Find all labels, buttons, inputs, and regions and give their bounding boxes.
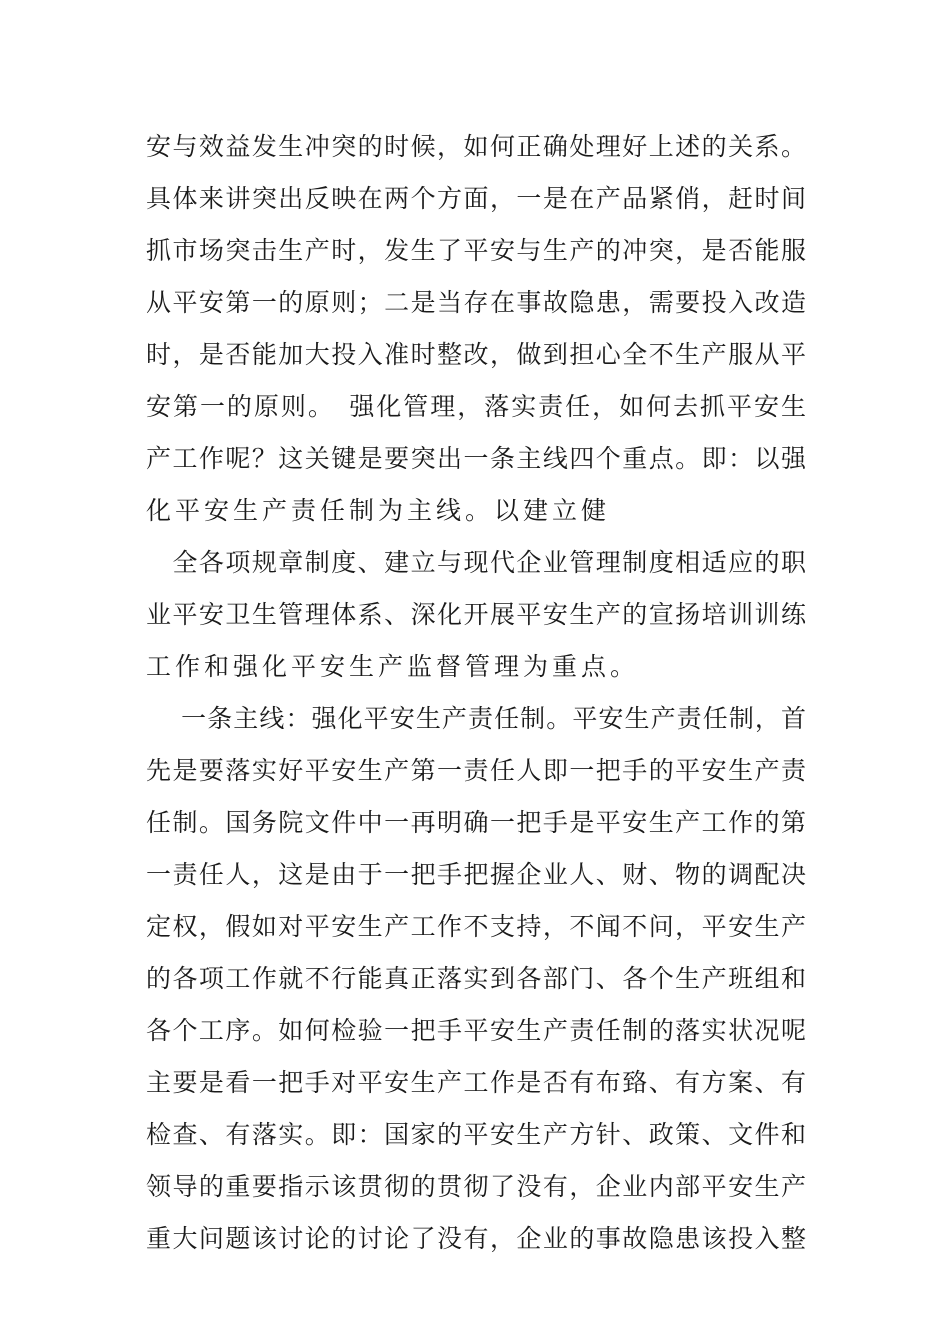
text-line: 化平安生产责任制为主线。以建立健 [146,496,611,525]
text-line: 一责任人，这是由于一把手把握企业人、财、物的调配决 [146,860,806,889]
text-line: 定权，假如对平安生产工作不支持，不闻不问，平安生产 [146,912,806,941]
text-line: 全各项规章制度、建立与现代企业管理制度相适应的职 [146,548,806,577]
text-line: 从平安第一的原则；二是当存在事故隐患，需要投入改造 [146,288,806,317]
text-line: 安与效益发生冲突的时候，如何正确处理好上述的关系。 [146,132,806,161]
text-line: 时，是否能加大投入准时整改，做到担心全不生产服从平 [146,340,806,369]
text-line: 各个工序。如何检验一把手平安生产责任制的落实状况呢 [146,1016,806,1045]
text-line: 一条主线：强化平安生产责任制。平安生产责任制，首 [146,704,806,733]
text-line: 安第一的原则。 强化管理，落实责任，如何去抓平安生 [146,392,806,421]
text-line: 产工作呢？这关键是要突出一条主线四个重点。即：以强 [146,444,806,473]
text-line: 具体来讲突出反映在两个方面，一是在产品紧俏，赶时间 [146,184,806,213]
text-line: 抓市场突击生产时，发生了平安与生产的冲突，是否能服 [146,236,806,265]
text-line: 先是要落实好平安生产第一责任人即一把手的平安生产责 [146,756,806,785]
text-line: 检查、有落实。即：国家的平安生产方针、政策、文件和 [146,1120,806,1149]
text-line: 重大问题该讨论的讨论了没有，企业的事故隐患该投入整 [146,1224,806,1253]
text-line: 主要是看一把手对平安生产工作是否有布臵、有方案、有 [146,1068,806,1097]
text-line: 的各项工作就不行能真正落实到各部门、各个生产班组和 [146,964,806,993]
body-text [146,124,806,1268]
text-line: 领导的重要指示该贯彻的贯彻了没有，企业内部平安生产 [146,1172,806,1201]
text-line: 任制。国务院文件中一再明确一把手是平安生产工作的第 [146,808,806,837]
text-line: 业平安卫生管理体系、深化开展平安生产的宣扬培训训练 [146,600,806,629]
text-line: 工作和强化平安生产监督管理为重点。 [146,652,640,681]
